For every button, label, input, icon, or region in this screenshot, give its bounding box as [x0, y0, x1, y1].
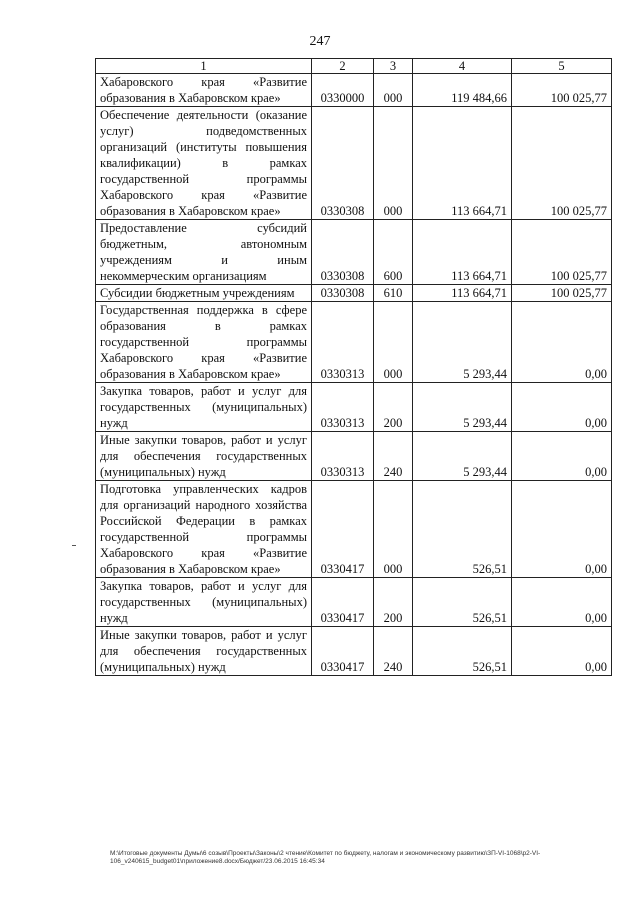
row-expense-kind: 240 — [374, 627, 413, 676]
row-amount-2: 100 025,77 — [512, 220, 612, 285]
table-row — [96, 481, 612, 578]
row-name: Закупка товаров, работ и услуг для государственных (муниципальных) нужд — [96, 578, 312, 627]
row-expense-kind: 000 — [374, 481, 413, 578]
row-name: Предоставление субсидий бюджетным, автономным учреждениям и иным некоммерческим организациям — [96, 220, 312, 285]
row-amount-2: 100 025,77 — [512, 74, 612, 107]
row-name: Иные закупки товаров, работ и услуг для обеспечения государственных (муниципальных) нужд — [96, 432, 312, 481]
row-target-code: 0330417 — [312, 481, 374, 578]
row-expense-kind: 000 — [374, 107, 413, 220]
row-amount-1: 526,51 — [413, 578, 512, 627]
margin-mark — [72, 545, 76, 546]
row-target-code: 0330417 — [312, 627, 374, 676]
row-amount-2: 0,00 — [512, 383, 612, 432]
row-amount-1: 113 664,71 — [413, 107, 512, 220]
table-row — [96, 302, 612, 383]
row-target-code: 0330308 — [312, 285, 374, 302]
table-row — [96, 627, 612, 676]
page-number: 247 — [309, 34, 331, 49]
row-name: Иные закупки товаров, работ и услуг для обеспечения государственных (муниципальных) нужд — [96, 627, 312, 676]
row-amount-2: 100 025,77 — [512, 285, 612, 302]
row-expense-kind: 000 — [374, 74, 413, 107]
row-amount-2: 0,00 — [512, 481, 612, 578]
row-target-code: 0330313 — [312, 302, 374, 383]
row-target-code: 0330000 — [312, 74, 374, 107]
row-amount-1: 526,51 — [413, 627, 512, 676]
table-row — [96, 107, 612, 220]
table-row — [96, 220, 612, 285]
table-header-row — [96, 59, 612, 74]
table-row — [96, 578, 612, 627]
table-row — [96, 285, 612, 302]
row-name: Обеспечение деятельности (оказание услуг) подведомственных организаций (институты повышения квалификации) в рамках государственной программы Хабаровского края «Развитие образования в Хабаровском крае» — [96, 107, 312, 220]
row-amount-1: 113 664,71 — [413, 220, 512, 285]
table-row — [96, 432, 612, 481]
row-name: Хабаровского края «Развитие образования в Хабаровском крае» — [96, 74, 312, 107]
row-amount-2: 100 025,77 — [512, 107, 612, 220]
row-amount-1: 5 293,44 — [413, 302, 512, 383]
row-target-code: 0330308 — [312, 220, 374, 285]
column-header: 3 — [374, 59, 413, 74]
table-row — [96, 74, 612, 107]
row-target-code: 0330308 — [312, 107, 374, 220]
row-amount-1: 5 293,44 — [413, 383, 512, 432]
column-header: 5 — [512, 59, 612, 74]
column-header: 1 — [96, 59, 312, 74]
row-expense-kind: 240 — [374, 432, 413, 481]
row-name: Подготовка управленческих кадров для организаций народного хозяйства Российской Федерации в рамках государственной программы Хабаровского края «Развитие образования в Хабаровском крае» — [96, 481, 312, 578]
row-name: Субсидии бюджетным учреждениям — [96, 285, 312, 302]
column-header: 2 — [312, 59, 374, 74]
row-expense-kind: 200 — [374, 578, 413, 627]
row-expense-kind: 600 — [374, 220, 413, 285]
row-target-code: 0330417 — [312, 578, 374, 627]
table-row — [96, 383, 612, 432]
row-amount-1: 113 664,71 — [413, 285, 512, 302]
row-name: Государственная поддержка в сфере образования в рамках государственной программы Хабаровского края «Развитие образования в Хабаровском крае» — [96, 302, 312, 383]
row-amount-1: 526,51 — [413, 481, 512, 578]
budget-table — [95, 58, 612, 676]
row-amount-2: 0,00 — [512, 578, 612, 627]
row-amount-2: 0,00 — [512, 302, 612, 383]
row-amount-2: 0,00 — [512, 432, 612, 481]
row-expense-kind: 200 — [374, 383, 413, 432]
row-expense-kind: 000 — [374, 302, 413, 383]
document-path-footer: M:\Итоговые документы Думы\6 созыв\Проекты\Законы\2 чтение\Комитет по бюджету, налогам и экономическому развитию\ЗП-VI-1068\р2-VI-106_v240615_budget01\приложение8.docx/Бюджет/23.06.2015 16:45:34 — [110, 850, 541, 865]
row-amount-2: 0,00 — [512, 627, 612, 676]
row-expense-kind: 610 — [374, 285, 413, 302]
row-name: Закупка товаров, работ и услуг для государственных (муниципальных) нужд — [96, 383, 312, 432]
row-target-code: 0330313 — [312, 432, 374, 481]
row-amount-1: 119 484,66 — [413, 74, 512, 107]
column-header: 4 — [413, 59, 512, 74]
row-amount-1: 5 293,44 — [413, 432, 512, 481]
row-target-code: 0330313 — [312, 383, 374, 432]
